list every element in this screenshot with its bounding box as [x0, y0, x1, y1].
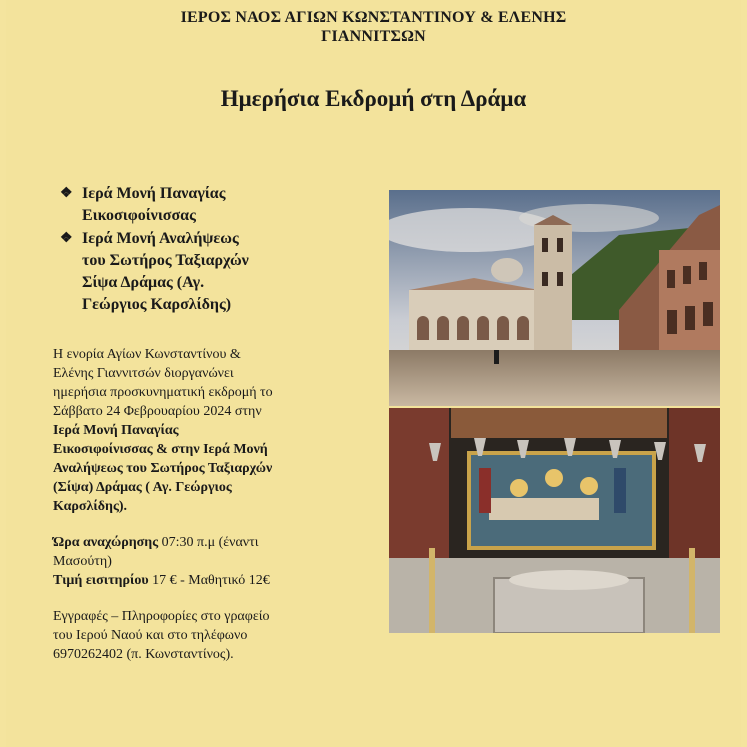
monasteries-list — [60, 183, 360, 317]
list-item-line: Εικοσιφοίνισσας — [82, 207, 196, 224]
diamond-bullet-icon: ❖ — [60, 231, 73, 246]
list-item-line: Ιερά Μονή Παναγίας — [82, 185, 226, 202]
departure-value: 07:30 π.μ (έναντι — [158, 535, 259, 550]
text-line: Εγγραφές – Πληροφορίες στο γραφείο — [53, 609, 270, 624]
header-line-2: ΓΙΑΝΝΙΤΣΩΝ — [321, 28, 426, 45]
text-line: Σάββατο 24 Φεβρουαρίου 2024 στην — [53, 404, 262, 419]
page-title: Ημερήσια Εκδρομή στη Δράμα — [220, 86, 527, 111]
departure-location: Μασούτη) — [53, 554, 112, 569]
bold-text: Καρσλίδης). — [53, 499, 128, 514]
list-item-line: Ιερά Μονή Αναλήψεως — [82, 230, 239, 247]
contact-info — [53, 607, 313, 664]
bold-text: (Σίψα) Δράμας ( Αγ. Γεώργιος — [53, 480, 232, 495]
text-line: 6970262402 (π. Κωνσταντίνος). — [53, 647, 234, 662]
church-header — [0, 8, 747, 46]
trip-description — [53, 345, 313, 516]
trip-details — [53, 533, 313, 590]
monastery-photo — [389, 190, 720, 406]
bold-text: Ιερά Μονή — [203, 442, 268, 457]
ticket-value: 17 € - Μαθητικό 12€ — [148, 573, 270, 588]
bold-text: Αναλήψεως του Σωτήρος Ταξιαρχών — [53, 461, 273, 476]
church-interior-photo — [389, 408, 720, 633]
list-item-line: του Σωτήρος Ταξιαρχών — [82, 252, 249, 269]
bold-text: & στην — [152, 442, 200, 457]
list-item-line: Γεώργιος Καρσλίδης) — [82, 296, 232, 313]
text-line: ημερήσια προσκυνηματική εκδρομή το — [53, 385, 273, 400]
text-line: του Ιερού Ναού και στο τηλέφωνο — [53, 628, 248, 643]
diamond-bullet-icon: ❖ — [60, 186, 73, 201]
ticket-label: Τιμή εισιτηρίου — [53, 573, 149, 588]
text-line: Ελένης Γιαννιτσών διοργανώνει — [53, 366, 234, 381]
text-line: Η ενορία Αγίων Κωνσταντίνου & — [53, 347, 241, 362]
departure-label: Ώρα αναχώρησης — [53, 535, 159, 550]
list-item — [60, 228, 360, 316]
bold-text: Ιερά Μονή Παναγίας — [53, 423, 179, 438]
bold-text: Εικοσιφοίνισσας — [53, 442, 153, 457]
list-item — [60, 183, 360, 227]
list-item-line: Σίψα Δράμας (Αγ. — [82, 274, 205, 291]
header-line-1: ΙΕΡΟΣ ΝΑΟΣ ΑΓΙΩΝ ΚΩΝΣΤΑΝΤΙΝΟΥ & ΕΛΕΝΗΣ — [180, 9, 567, 26]
